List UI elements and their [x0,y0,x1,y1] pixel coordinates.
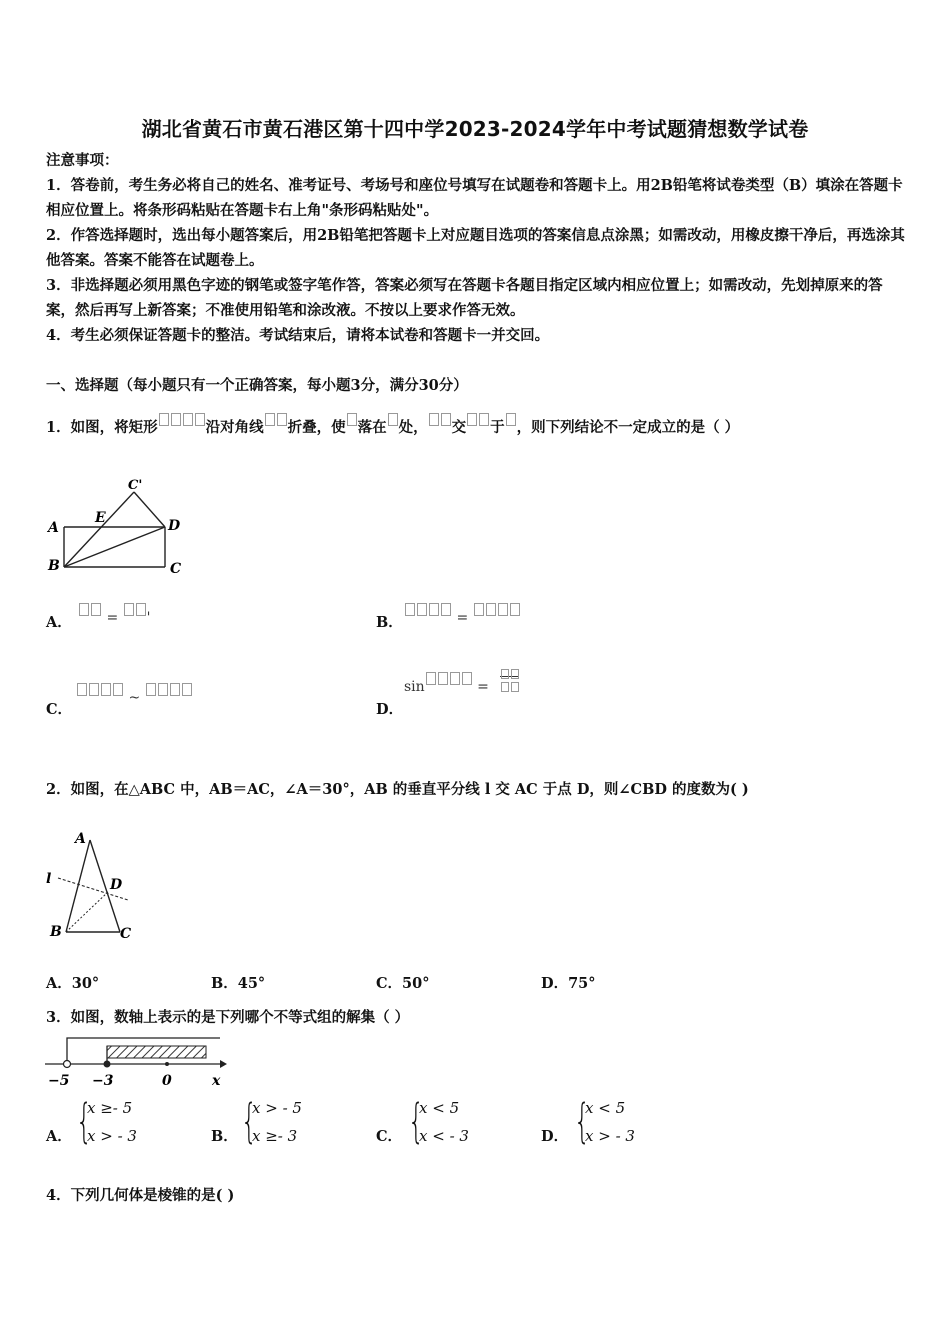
axis-label-0: 0 [162,1073,172,1089]
page-title: 湖北省黄石市黄石港区第十四中学2023-2024学年中考试题猜想数学试卷 [141,117,809,141]
axis-label-minus-3: −3 [92,1073,114,1089]
question-1-text: 1．如图，将矩形 沿对角线 折叠，使 落在 处， 交 于 ，则下列结论不一定成立的是（ ） [46,413,739,437]
question-4-text: 4．下列几何体是棱锥的是( ) [46,1187,235,1204]
q1-option-c-expr: ~ [76,683,193,706]
fig2-label-a: A [75,831,86,847]
q3-option-d-line2: x > - 3 [585,1127,635,1145]
q3-option-c-line2: x < - 3 [419,1127,469,1145]
fig1-label-b: B [48,558,60,574]
q1-option-b-expr: = [404,603,521,626]
q2-option-b[interactable]: B．45° [211,975,266,992]
question-1-figure [40,475,200,585]
question-3-number-line [40,1032,230,1090]
question-3-text: 3．如图，数轴上表示的是下列哪个不等式组的解集（ ） [46,1009,410,1026]
notice-item-4: 4．考生必须保证答题卡的整洁。考试结束后，请将本试卷和答题卡一并交回。 [46,327,550,344]
q3-option-b[interactable]: B． [211,1128,238,1145]
q2-option-d[interactable]: D．75° [541,975,596,992]
fig1-label-d: D [168,518,181,534]
q1-option-a-expr: = ' [78,603,151,626]
q3-option-b-line1: x > - 5 [252,1099,302,1117]
q1-option-b[interactable]: B． [376,614,403,631]
fig1-label-e: E [95,510,106,526]
notice-item-2: 2．作答选择题时，选出每小题答案后，用2B铅笔把答题卡上对应题目选项的答案信息点涂黑；如需改动，用橡皮擦干净后，再选涂其他答案。答案不能答在试题卷上。 [46,227,905,269]
q3-option-c-line1: x < 5 [419,1099,460,1117]
q3-option-a[interactable]: A． [46,1128,72,1145]
fig2-label-b: B [50,924,62,940]
fig2-label-l: l [46,871,52,887]
notice-item-1: 1．答卷前，考生务必将自己的姓名、准考证号、考场号和座位号填写在试题卷和答题卡上。用2B铅笔将试卷类型（B）填涂在答题卡相应位置上。将条形码粘贴在答题卡右上角"条形码粘贴处"。 [46,177,903,219]
q3-option-d-brace: { [574,1094,591,1148]
q3-option-a-brace: { [76,1094,93,1148]
axis-label-x: x [212,1073,221,1089]
q1-option-a[interactable]: A． [46,614,72,631]
fig1-label-a: A [48,520,59,536]
fig2-label-c: C [120,926,132,942]
q3-option-d[interactable]: D． [541,1128,569,1145]
q3-option-a-line2: x > - 3 [87,1127,137,1145]
notice-heading: 注意事项： [46,152,119,169]
q2-option-a[interactable]: A．30° [46,975,100,992]
q1-option-c[interactable]: C． [46,701,73,718]
q1-option-d[interactable]: D． [376,701,404,718]
q3-option-c[interactable]: C． [376,1128,403,1145]
fig1-label-c: C [170,561,182,577]
q3-option-c-brace: { [408,1094,425,1148]
axis-label-minus-5: −5 [48,1073,70,1089]
question-2-figure [40,825,150,945]
q1-option-d-expr: sin = [404,672,489,695]
fig2-label-d: D [110,877,123,893]
q3-option-b-brace: { [241,1094,258,1148]
question-2-text: 2．如图，在△ABC 中，AB＝AC，∠A＝30°，AB 的垂直平分线 l 交 AC 于点 D，则∠CBD 的度数为( ) [46,781,749,798]
q2-option-c[interactable]: C．50° [376,975,430,992]
notice-item-3: 3．非选择题必须用黑色字迹的钢笔或签字笔作答，答案必须写在答题卡各题目指定区域内相应位置上；如需改动，先划掉原来的答案，然后再写上新答案；不准使用铅笔和涂改液。不按以上要求作答无效。 [46,277,883,319]
fig1-label-c-prime: C' [128,478,143,493]
q3-option-b-line2: x ≥- 3 [252,1127,298,1145]
q3-option-d-line1: x < 5 [585,1099,626,1117]
q1-option-d-fraction [500,664,518,688]
section-heading: 一、选择题（每小题只有一个正确答案，每小题3分，满分30分） [46,377,468,394]
q3-option-a-line1: x ≥- 5 [87,1099,133,1117]
